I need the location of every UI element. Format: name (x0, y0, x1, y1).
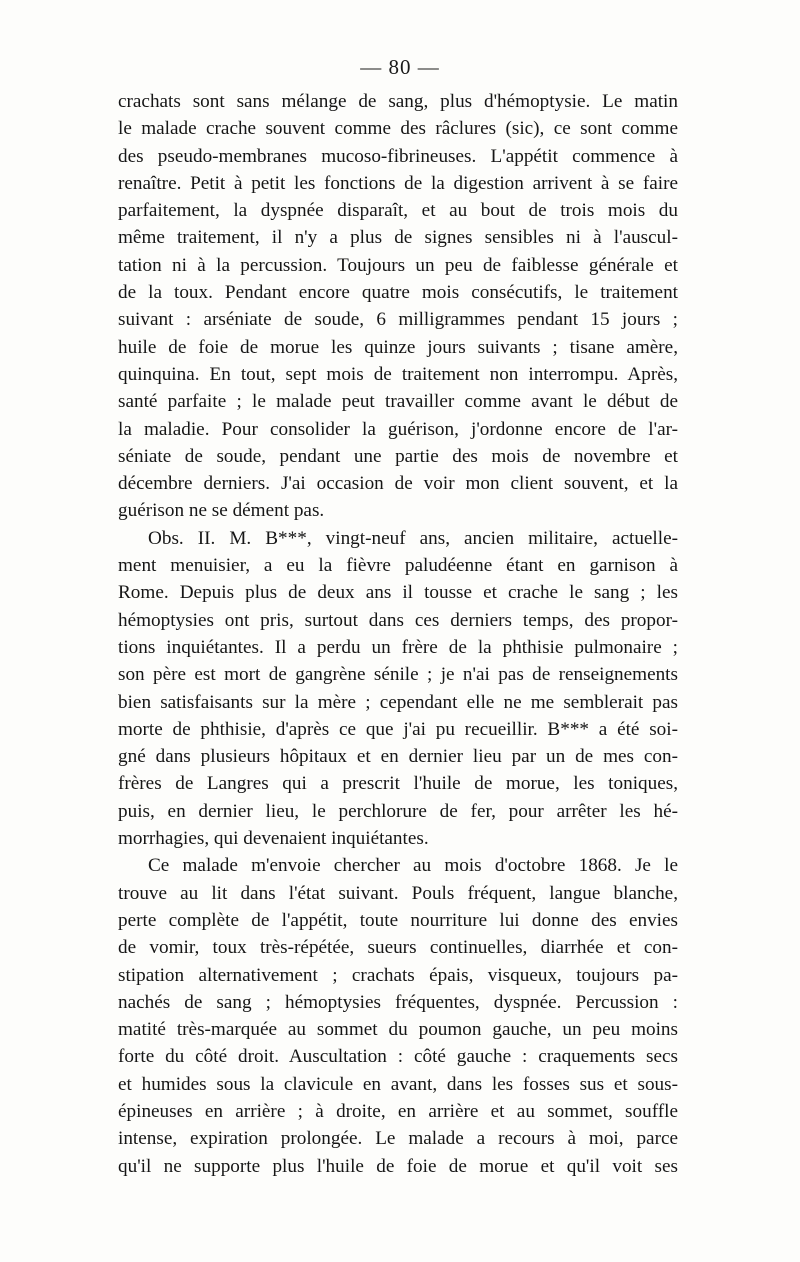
text-line: Rome. Depuis plus de deux ans il tousse et crache le sang ; les (118, 582, 678, 604)
text-line: parfaitement, la dyspnée disparaît, et au bout de trois mois du (118, 200, 678, 222)
text-line: trouve au lit dans l'état suivant. Pouls fréquent, langue blanche, (118, 882, 678, 904)
page-number: — 80 — (360, 55, 440, 79)
text-line: bien satisfaisants sur la mère ; cependant elle ne me semblerait pas (118, 691, 678, 713)
text-line: même traitement, il n'y a plus de signes sensibles ni à l'auscul- (118, 227, 678, 249)
text-line: guérison ne se dément pas. (118, 500, 325, 522)
text-line: des pseudo-membranes mucoso-fibrineuses. L'appétit commence à (118, 145, 678, 167)
text-line: nachés de sang ; hémoptysies fréquentes, dyspnée. Percussion : (118, 991, 678, 1013)
text-line: séniate de soude, pendant une partie des mois de novembre et (118, 445, 678, 467)
text-line: la maladie. Pour consolider la guérison, j'ordonne encore de l'ar- (118, 418, 678, 440)
text-line: tions inquiétantes. Il a perdu un frère de la phthisie pulmonaire ; (118, 636, 678, 658)
text-line: Ce malade m'envoie chercher au mois d'octobre 1868. Je le (148, 855, 678, 877)
text-line: renaître. Petit à petit les fonctions de la digestion arrivent à se faire (118, 172, 678, 194)
text-line: morrhagies, qui devenaient inquiétantes. (118, 828, 429, 850)
text-line: de la toux. Pendant encore quatre mois consécutifs, le traitement (118, 282, 678, 304)
text-line: décembre derniers. J'ai occasion de voir mon client souvent, et la (118, 473, 678, 495)
text-line: épineuses en arrière ; à droite, en arrière et au sommet, souffle (118, 1100, 678, 1122)
text-line: et humides sous la clavicule en avant, dans les fosses sus et sous- (118, 1073, 678, 1095)
text-line: suivant : arséniate de soude, 6 milligrammes pendant 15 jours ; (118, 309, 678, 331)
text-line: huile de foie de morue les quinze jours suivants ; tisane amère, (118, 336, 678, 358)
text-line: quinquina. En tout, sept mois de traitement non interrompu. Après, (118, 363, 678, 385)
text-line: stipation alternativement ; crachats épais, visqueux, toujours pa- (118, 964, 678, 986)
text-line: hémoptysies ont pris, surtout dans ces derniers temps, des propor- (118, 609, 678, 631)
text-line: santé parfaite ; le malade peut travailler comme avant le début de (118, 391, 678, 413)
text-line: qu'il ne supporte plus l'huile de foie de morue et qu'il voit ses (118, 1155, 678, 1177)
text-line: puis, en dernier lieu, le perchlorure de fer, pour arrêter les hé- (118, 800, 678, 822)
text-line: ment menuisier, a eu la fièvre paludéenne étant en garnison à (118, 555, 678, 577)
text-line: de vomir, toux très-répétée, sueurs continuelles, diarrhée et con- (118, 937, 678, 959)
text-line: Obs. II. M. B***, vingt-neuf ans, ancien militaire, actuelle- (148, 527, 678, 549)
text-line: le malade crache souvent comme des râclures (sic), ce sont comme (118, 118, 678, 140)
text-line: crachats sont sans mélange de sang, plus d'hémoptysie. Le matin (118, 91, 678, 112)
text-line: matité très-marquée au sommet du poumon gauche, un peu moins (118, 1019, 678, 1041)
text-line: frères de Langres qui a prescrit l'huile de morue, les toniques, (118, 773, 678, 795)
text-line: morte de phthisie, d'après ce que j'ai pu recueillir. B*** a été soi- (118, 718, 678, 740)
text-line: tation ni à la percussion. Toujours un peu de faiblesse générale et (118, 254, 678, 276)
text-line: intense, expiration prolongée. Le malade a recours à moi, parce (118, 1128, 678, 1150)
text-line: perte complète de l'appétit, toute nourriture lui donne des envies (118, 909, 678, 931)
text-line: gné dans plusieurs hôpitaux et en dernier lieu par un de mes con- (118, 746, 678, 768)
text-line: son père est mort de gangrène sénile ; je n'ai pas de renseignements (118, 664, 678, 686)
text-line: forte du côté droit. Auscultation : côté gauche : craquements secs (118, 1046, 678, 1068)
body-text (118, 88, 678, 1180)
